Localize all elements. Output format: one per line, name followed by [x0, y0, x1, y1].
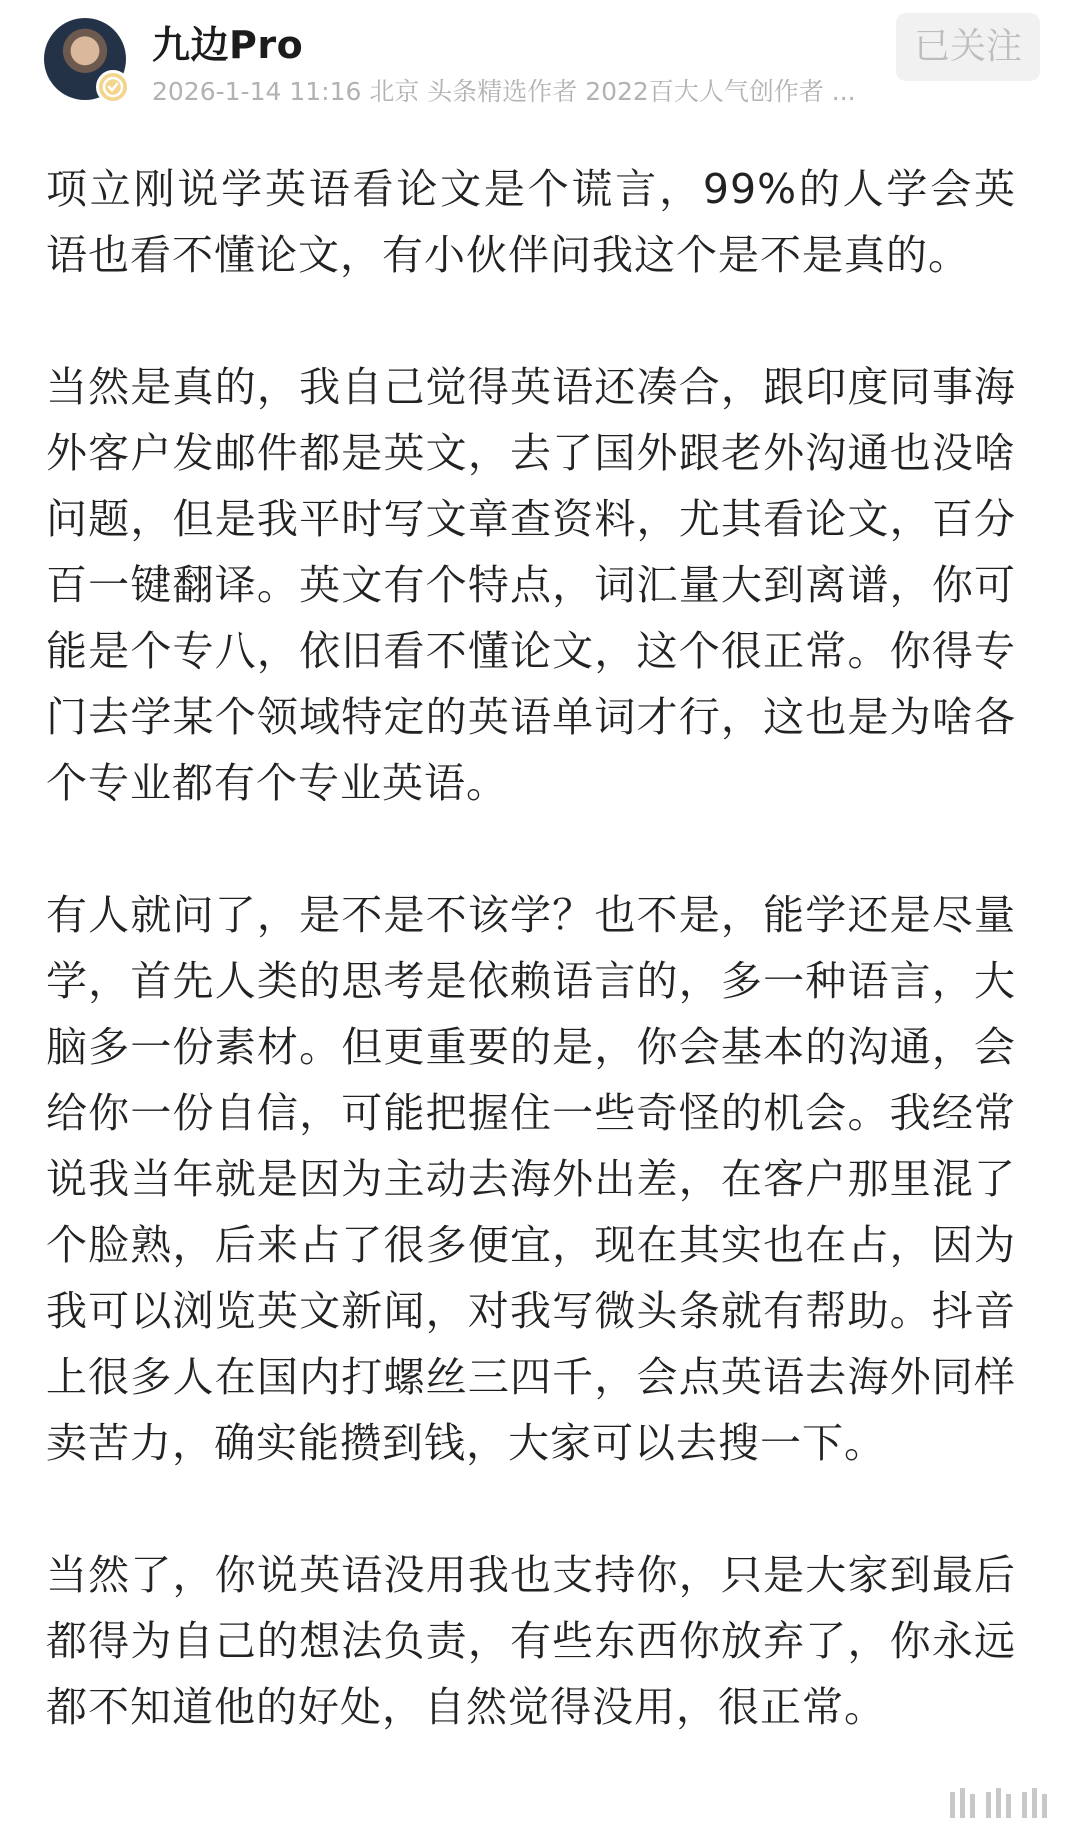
- author-name[interactable]: 九边Pro: [152, 23, 304, 67]
- article-paragraph: 当然了，你说英语没用我也支持你，只是大家到最后都得为自己的想法负责，有些东西你放弃了，你永远都不知道他的好处，自然觉得没用，很正常。: [46, 1551, 1016, 1731]
- follow-button[interactable]: 已关注: [896, 13, 1040, 81]
- author-avatar[interactable]: [44, 18, 126, 100]
- verified-badge-icon: [96, 70, 130, 104]
- article-paragraph: 当然是真的，我自己觉得英语还凑合，跟印度同事海外客户发邮件都是英文，去了国外跟老外沟通也没啥问题，但是我平时写文章查资料，尤其看论文，百分百一键翻译。英文有个特点，词汇量大到离谱，你可能是个专八，依旧看不懂论文，这个很正常。你得专门去学某个领域特定的英语单词才行，这也是为啥各个专业都有个专业英语。: [46, 363, 1016, 807]
- post-header: [0, 0, 1080, 130]
- article-paragraph: 项立刚说学英语看论文是个谎言，99%的人学会英语也看不懂论文，有小伙伴问我这个是不是真的。: [46, 165, 1016, 279]
- watermark-logo-icon: [946, 1784, 1056, 1824]
- post-meta: 2026-1-14 11:16 北京 头条精选作者 2022百大人气创作者 ...: [152, 77, 856, 106]
- article-body: [46, 156, 1016, 1740]
- article-paragraph: 有人就问了，是不是不该学？也不是，能学还是尽量学，首先人类的思考是依赖语言的，多一种语言，大脑多一份素材。但更重要的是，你会基本的沟通，会给你一份自信，可能把握住一些奇怪的机会。我经常说我当年就是因为主动去海外出差，在客户那里混了个脸熟，后来占了很多便宜，现在其实也在占，因为我可以浏览英文新闻，对我写微头条就有帮助。抖音上很多人在国内打螺丝三四千，会点英语去海外同样卖苦力，确实能攒到钱，大家可以去搜一下。: [46, 891, 1016, 1467]
